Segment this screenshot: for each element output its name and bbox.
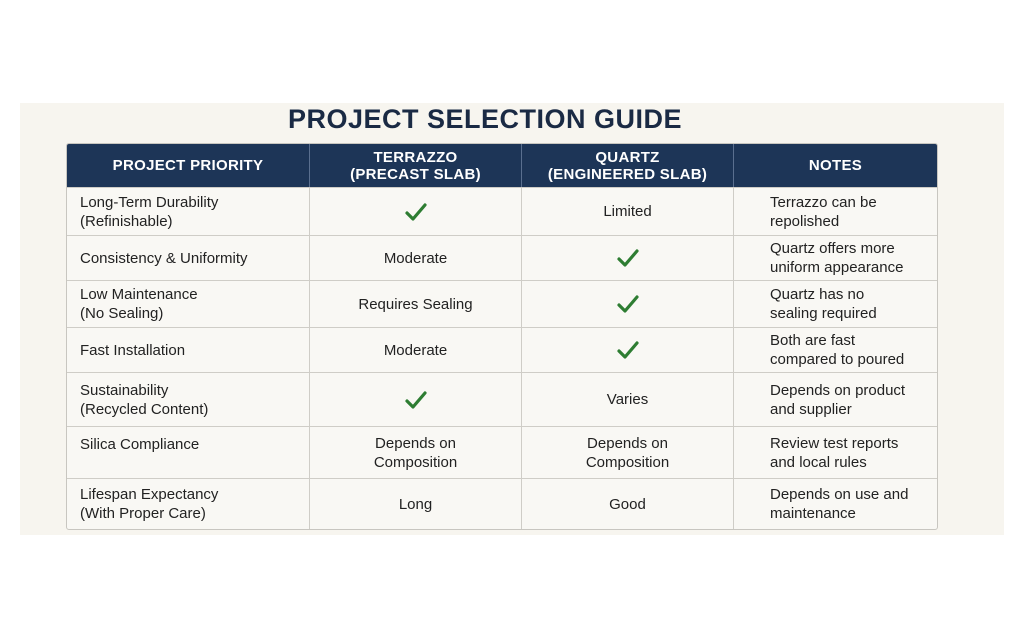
quartz-cell bbox=[521, 281, 733, 327]
header-terrazzo bbox=[309, 144, 521, 187]
terrazzo-cell bbox=[309, 373, 521, 426]
quartz-cell: Depends on Composition bbox=[521, 427, 733, 478]
header-quartz-name: QUARTZ bbox=[595, 148, 660, 166]
notes-cell: Both are fast compared to poured bbox=[733, 328, 937, 372]
notes-cell: Review test reports and local rules bbox=[733, 427, 937, 478]
check-icon bbox=[616, 338, 640, 362]
terrazzo-cell: Depends on Composition bbox=[309, 427, 521, 478]
priority-cell: Sustainability (Recycled Content) bbox=[80, 381, 209, 418]
header-quartz-type: (ENGINEERED SLAB) bbox=[547, 165, 708, 183]
header-terrazzo-name: TERRAZZO bbox=[373, 148, 458, 166]
table-row bbox=[67, 327, 937, 372]
table-row bbox=[67, 235, 937, 280]
check-icon bbox=[616, 292, 640, 316]
priority-cell: Lifespan Expectancy (With Proper Care) bbox=[80, 486, 219, 522]
priority-cell: Long-Term Durability (Refinishable) bbox=[80, 193, 219, 230]
header-quartz bbox=[521, 144, 733, 187]
terrazzo-cell: Requires Sealing bbox=[309, 281, 521, 327]
selection-table bbox=[66, 143, 938, 530]
quartz-cell: Varies bbox=[521, 373, 733, 426]
priority-cell: Silica Compliance bbox=[80, 436, 200, 453]
header-terrazzo-type: (PRECAST SLAB) bbox=[350, 165, 481, 183]
header-project-priority: PROJECT PRIORITY bbox=[112, 157, 264, 174]
check-icon bbox=[404, 388, 428, 412]
table-row bbox=[67, 187, 937, 235]
terrazzo-cell: Moderate bbox=[309, 236, 521, 280]
terrazzo-cell: Long bbox=[309, 479, 521, 529]
notes-cell: Depends on use and maintenance bbox=[733, 479, 937, 529]
priority-cell: Consistency & Uniformity bbox=[80, 249, 248, 267]
check-icon bbox=[404, 200, 428, 224]
quartz-cell bbox=[521, 328, 733, 372]
table-header-row bbox=[67, 144, 937, 187]
page-title: PROJECT SELECTION GUIDE bbox=[287, 104, 683, 134]
table-row bbox=[67, 426, 937, 478]
table-row bbox=[67, 280, 937, 327]
header-notes: NOTES bbox=[733, 144, 937, 187]
notes-cell: Terrazzo can be repolished bbox=[733, 188, 937, 235]
table-row bbox=[67, 372, 937, 426]
notes-cell: Quartz offers more uniform appearance bbox=[733, 236, 937, 280]
notes-cell: Quartz has no sealing required bbox=[733, 281, 937, 327]
priority-cell: Low Maintenance (No Sealing) bbox=[80, 286, 198, 322]
quartz-cell: Limited bbox=[521, 188, 733, 235]
quartz-cell bbox=[521, 236, 733, 280]
terrazzo-cell bbox=[309, 188, 521, 235]
notes-cell: Depends on product and supplier bbox=[733, 373, 937, 426]
check-icon bbox=[616, 246, 640, 270]
table-row bbox=[67, 478, 937, 529]
terrazzo-cell: Moderate bbox=[309, 328, 521, 372]
priority-cell: Fast Installation bbox=[80, 341, 186, 359]
quartz-cell: Good bbox=[521, 479, 733, 529]
